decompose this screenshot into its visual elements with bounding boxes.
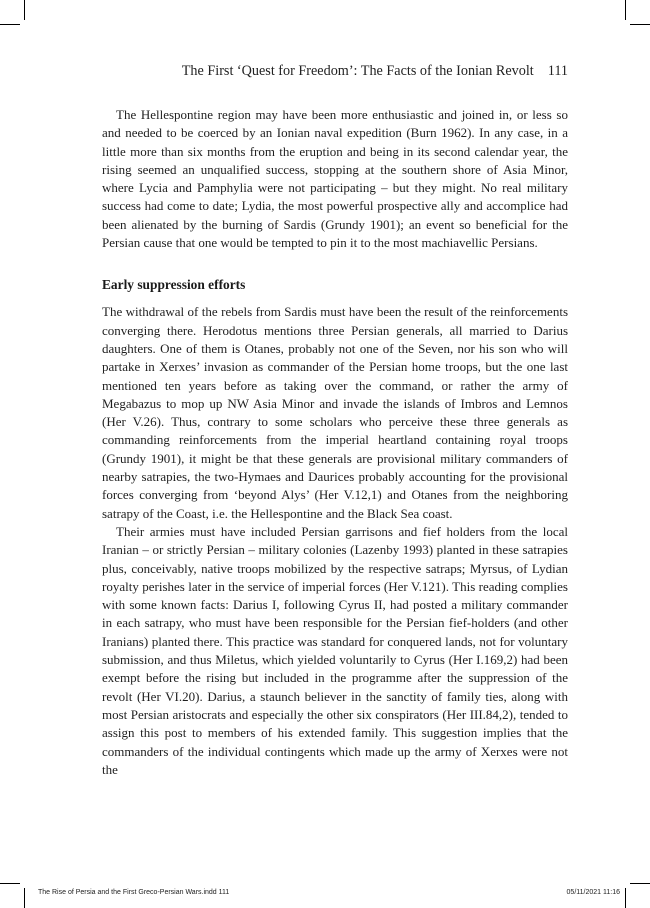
paragraph-armies: Their armies must have included Persian garrisons and fief holders from the local Iranian – or strictly Persian – military colonies (Lazenby 1993) planted in these satrapies plus, conceivably, native troops mobilized by the respective satraps; Myrsus, of Lydian royalty perishes later in the service of imperial forces (Her V.121). This reading complies with some known facts: Darius I, following Cyrus II, had posted a military commander in each satrapy, who must have been responsible for the Persian fief-holders (and other Iranians) planted there. This practice was standard for conquered lands, not for voluntary submission, and thus Miletus, which yielded voluntarily to Cyrus (Her I.169,2) had been exempt before the rising but included in the programme after the suppression of the revolt (Her VI.20). Darius, a staunch believer in the sanctity of family ties, along with most Persian aristocrats and especially the other six conspirators (Her III.84,2), tended to assign this post to members of his extended family. This suggestion implies that the commanders of the individual contingents which made up the army of Xerxes were not the	[102, 523, 568, 777]
section-heading: Early suppression efforts	[102, 277, 246, 293]
print-slug-filename: The Rise of Persia and the First Greco-Persian Wars.indd 111	[38, 889, 230, 896]
print-slug-timestamp: 05/11/2021 11:16	[566, 889, 620, 896]
running-title: The First ‘Quest for Freedom’: The Facts of the Ionian Revolt	[181, 63, 534, 79]
crop-mark-bottom-left-horizontal	[0, 883, 20, 884]
running-head	[102, 63, 568, 80]
paragraph-hellespontine: The Hellespontine region may have been more enthusiastic and joined in, or less so and needed to be coerced by an Ionian naval expedition (Burn 1962). In any case, in a little more than six months from the eruption and being in its second calendar year, the rising seemed an unqualified success, stopping at the southern shore of Asia Minor, where Lycia and Pamphylia were not participating – but they might. No real military success had come to date; Lydia, the most powerful prospective ally and accomplice had been alienated by the burning of Sardis (Grundy 1901); an event so beneficial for the Persian cause that one would be tempted to pin it to the most machiavellic Persians.	[102, 107, 568, 251]
crop-mark-top-right-horizontal	[630, 24, 650, 25]
crop-mark-bottom-right-vertical	[625, 888, 626, 908]
crop-mark-top-right-vertical	[625, 0, 626, 20]
crop-mark-bottom-left-vertical	[24, 888, 25, 908]
page-body	[102, 106, 568, 779]
crop-mark-bottom-right-horizontal	[630, 883, 650, 884]
paragraph-withdrawal: The withdrawal of the rebels from Sardis must have been the result of the reinforcements converging there. Herodotus mentions three Persian generals, all married to Darius daughters. One of them is Otanes, probably not one of the Seven, nor his son who will partake in Xerxes’ invasion as commander of the Persian home troops, but the one last mentioned ten years before as taking over the command, or rather the army of Megabazus to mop up NW Asia Minor and invade the islands of Imbros and Lemnos (Her V.26). Thus, contrary to some scholars who perceive these three generals as commanding reinforcements from the imperial heartland containing royal troops (Grundy 1901), it might be that these generals are provisional military commanders of nearby satrapies, the two-Hymaes and Daurices probably accounting for the provisional forces converging from ‘beyond Alys’ (Her V.12,1) and Otanes from the neighboring satrapy of the Coast, i.e. the Hellespontine and the Black Sea coast.	[102, 304, 568, 521]
crop-mark-top-left-horizontal	[0, 24, 20, 25]
page-number: 111	[547, 63, 568, 79]
crop-mark-top-left-vertical	[24, 0, 25, 20]
